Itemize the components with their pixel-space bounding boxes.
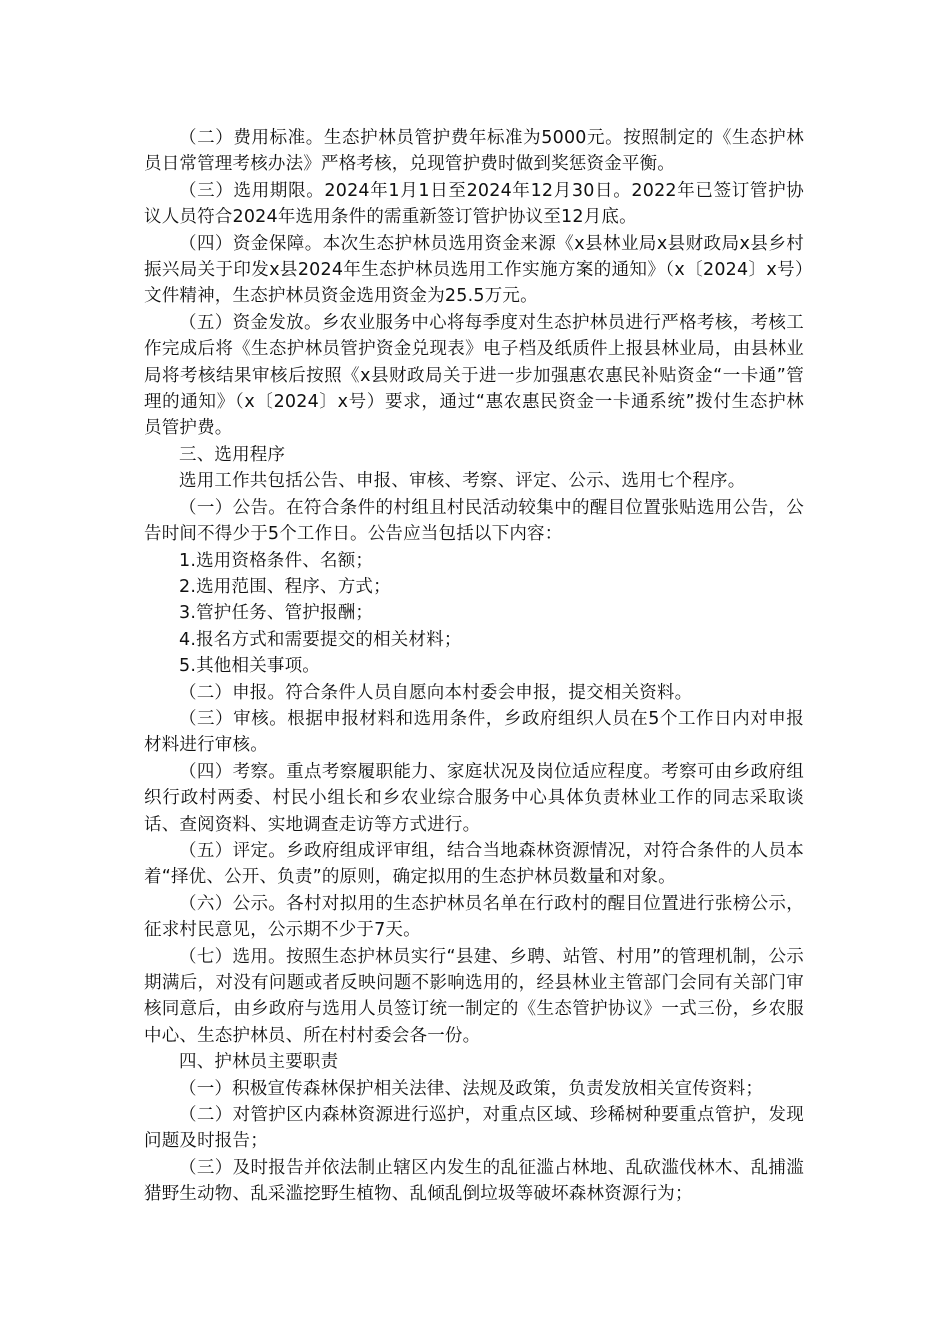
section-heading-duties: 四、护林员主要职责 xyxy=(179,1052,339,1073)
list-item: 4.报名方式和需要提交的相关材料； xyxy=(179,629,462,650)
paragraph-procedure-intro: 选用工作共包括公告、申报、审核、考察、评定、公示、选用七个程序。 xyxy=(179,471,746,492)
paragraph-funding: （四）资金保障。本次生态护林员选用资金来源《x县林业局x县财政局x县乡村振兴局关于印发x县2024年生态护林员选用工作实施方案的通知》（x〔2024〕x号）文件精神，生态护林员资金选用资金为25.5万元。 xyxy=(144,233,804,307)
paragraph-application: （二）申报。符合条件人员自愿向本村委会申报，提交相关资料。 xyxy=(179,682,693,703)
paragraph-fee-standard: （二）费用标准。生态护林员管护费年标准为5000元。按照制定的《生态护林员日常管理考核办法》严格考核，兑现管护费时做到奖惩资金平衡。 xyxy=(144,128,804,175)
document-body xyxy=(144,125,804,1208)
paragraph-term: （三）选用期限。2024年1月1日至2024年12月30日。2022年已签订管护协议人员符合2024年选用条件的需重新签订管护协议至12月底。 xyxy=(144,180,804,228)
list-item: 3.管护任务、管护报酬； xyxy=(179,603,374,624)
paragraph-selection: （七）选用。按照生态护林员实行“县建、乡聘、站管、村用”的管理机制，公示期满后，对没有问题或者反映问题不影响选用的，经县林业主管部门会同有关部门审核同意后，由乡政府与选用人员签订统一制定的《生态管护协议》一式三份，乡农服中心、生态护林员、所在村村委会各一份。 xyxy=(144,946,804,1046)
paragraph-duty-1: （一）积极宣传森林保护相关法律、法规及政策，负责发放相关宣传资料； xyxy=(179,1078,764,1099)
paragraph-duty-2: （二）对管护区内森林资源进行巡护，对重点区域、珍稀树种要重点管护，发现问题及时报告； xyxy=(144,1105,804,1152)
paragraph-duty-3: （三）及时报告并依法制止辖区内发生的乱征滥占林地、乱砍滥伐林木、乱捕滥猎野生动物、乱采滥挖野生植物、乱倾乱倒垃圾等破坏森林资源行为； xyxy=(144,1157,804,1205)
list-item: 2.选用范围、程序、方式； xyxy=(179,576,391,597)
paragraph-publicity: （六）公示。各村对拟用的生态护林员名单在行政村的醒目位置进行张榜公示，征求村民意见，公示期不少于7天。 xyxy=(144,893,804,941)
paragraph-inspection: （四）考察。重点考察履职能力、家庭状况及岗位适应程度。考察可由乡政府组织行政村两委、村民小组长和乡农业综合服务中心具体负责林业工作的同志采取谈话、查阅资料、实地调查走访等方式进行。 xyxy=(144,761,804,835)
list-item: 1.选用资格条件、名额； xyxy=(179,550,374,571)
paragraph-evaluation: （五）评定。乡政府组成评审组，结合当地森林资源情况，对符合条件的人员本着“择优、公开、负责”的原则，确定拟用的生态护林员数量和对象。 xyxy=(144,840,804,888)
paragraph-review: （三）审核。根据申报材料和选用条件，乡政府组织人员在5个工作日内对申报材料进行审核。 xyxy=(144,708,804,756)
paragraph-announcement: （一）公告。在符合条件的村组且村民活动较集中的醒目位置张贴选用公告，公告时间不得少于5个工作日。公告应当包括以下内容： xyxy=(144,497,804,545)
paragraph-payment: （五）资金发放。乡农业服务中心将每季度对生态护林员进行严格考核，考核工作完成后将《生态护林员管护资金兑现表》电子档及纸质件上报县林业局，由县林业局将考核结果审核后按照《x县财政局关于进一步加强惠农惠民补贴资金“一卡通”管理的通知》（x〔2024〕x号）要求，通过“惠农惠民资金一卡通系统”拨付生态护林员管护费。 xyxy=(144,312,804,439)
list-item: 5.其他相关事项。 xyxy=(179,656,320,677)
section-heading-procedure: 三、选用程序 xyxy=(179,444,286,465)
